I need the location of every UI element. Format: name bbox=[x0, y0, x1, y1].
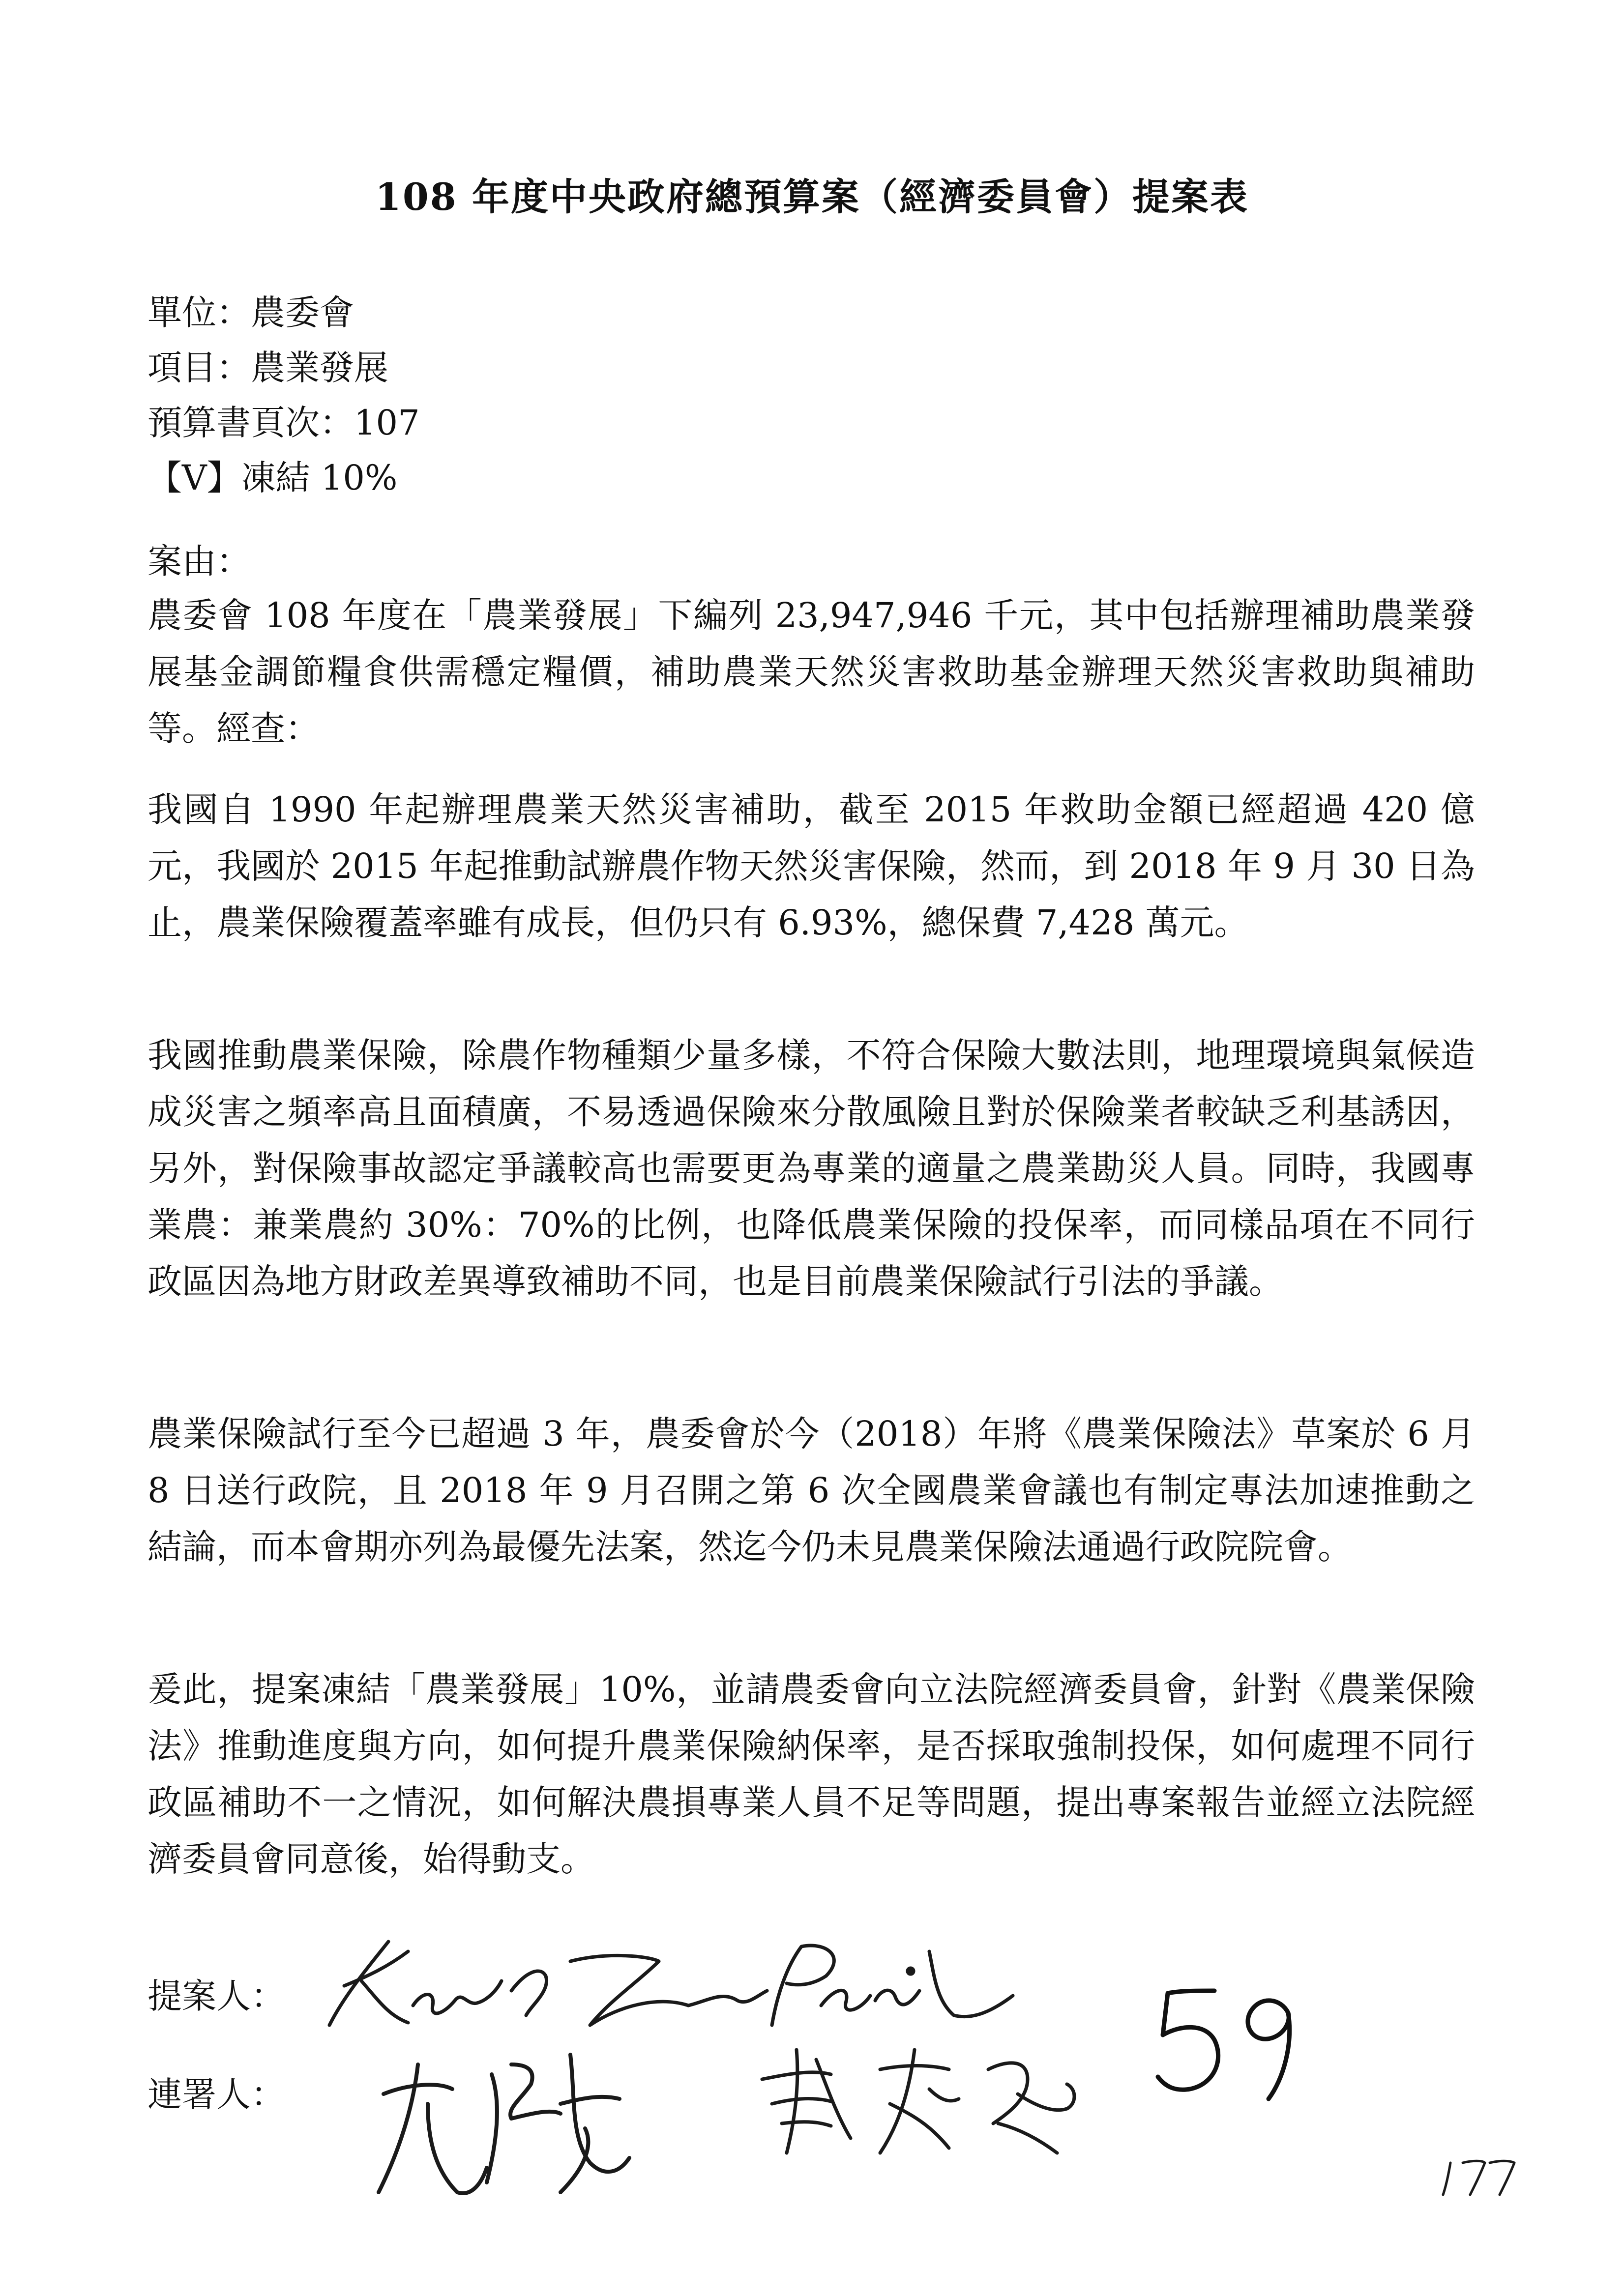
paragraph-5: 爰此，提案凍結「農業發展」10%，並請農委會向立法院經濟委員會，針對《農業保險法》推動進度與方向，如何提升農業保險納保率，是否採取強制投保，如何處理不同行政區補助不一之情況，如何解決農損專業人員不足等問題，提出專案報告並經立法院經濟委員會同意後，始得動支。 bbox=[148, 1669, 1475, 1879]
proposer-label: 提案人： bbox=[148, 1976, 285, 2016]
proposer-signature bbox=[315, 1932, 1052, 2040]
paragraph-3: 我國推動農業保險，除農作物種類少量多樣，不符合保險大數法則，地理環境與氣候造成災害之頻率高且面積廣，不易透過保險來分散風險且對於保險業者較缺乏利基誘因，另外，對保險事故認定爭議較高也需要更為專業的適量之農業勘災人員。同時，我國專業農：兼業農約 30%：70%的比例，也降低農業保險的投保率，而同樣品項在不同行政區因為地方財政差異導致補助不同，也是目前農業保險試行引法的爭議。 bbox=[148, 1035, 1475, 1302]
paragraph-4: 農業保險試行至今已超過 3 年，農委會於今（2018）年將《農業保險法》草案於 6 月 8 日送行政院，且 2018 年 9 月召開之第 6 次全國農業會議也有制定專法加速推動之結論，而本會期亦列為最優先法案，然迄今仍未見農業保險法通過行政院院會。 bbox=[148, 1414, 1475, 1567]
document-title: 108 年度中央政府總預算案（經濟委員會）提案表 bbox=[375, 175, 1249, 219]
cause-label: 案由： bbox=[148, 541, 251, 581]
cosigner-signature-1 bbox=[364, 2035, 649, 2212]
paragraph-2: 我國自 1990 年起辦理農業天然災害補助，截至 2015 年救助金額已經超過 420 億元，我國於 2015 年起推動試辦農作物天然災害保險，然而，到 2018 年 9 月 30 日為止，農業保險覆蓋率雖有成長，但仍只有 6.93%，總保費 7,428 萬元。 bbox=[148, 789, 1475, 943]
handwritten-page-number bbox=[1436, 2148, 1524, 2202]
budget-page-line: 預算書頁次：107 bbox=[148, 403, 420, 443]
paragraph-1: 農委會 108 年度在「農業發展」下編列 23,947,946 千元，其中包括辦理補助農業發展基金調節糧食供需穩定糧價，補助農業天然災害救助基金辦理天然災害救助與補助等。經查： bbox=[148, 595, 1475, 749]
cosigner-signature-2 bbox=[752, 2040, 1087, 2163]
freeze-line: 【V】凍結 10% bbox=[148, 458, 398, 498]
handwritten-number bbox=[1146, 1976, 1313, 2109]
unit-line: 單位：農委會 bbox=[148, 292, 354, 333]
proposal-meta bbox=[148, 285, 420, 505]
cosigner-label: 連署人： bbox=[148, 2074, 285, 2115]
item-line: 項目：農業發展 bbox=[148, 348, 388, 388]
